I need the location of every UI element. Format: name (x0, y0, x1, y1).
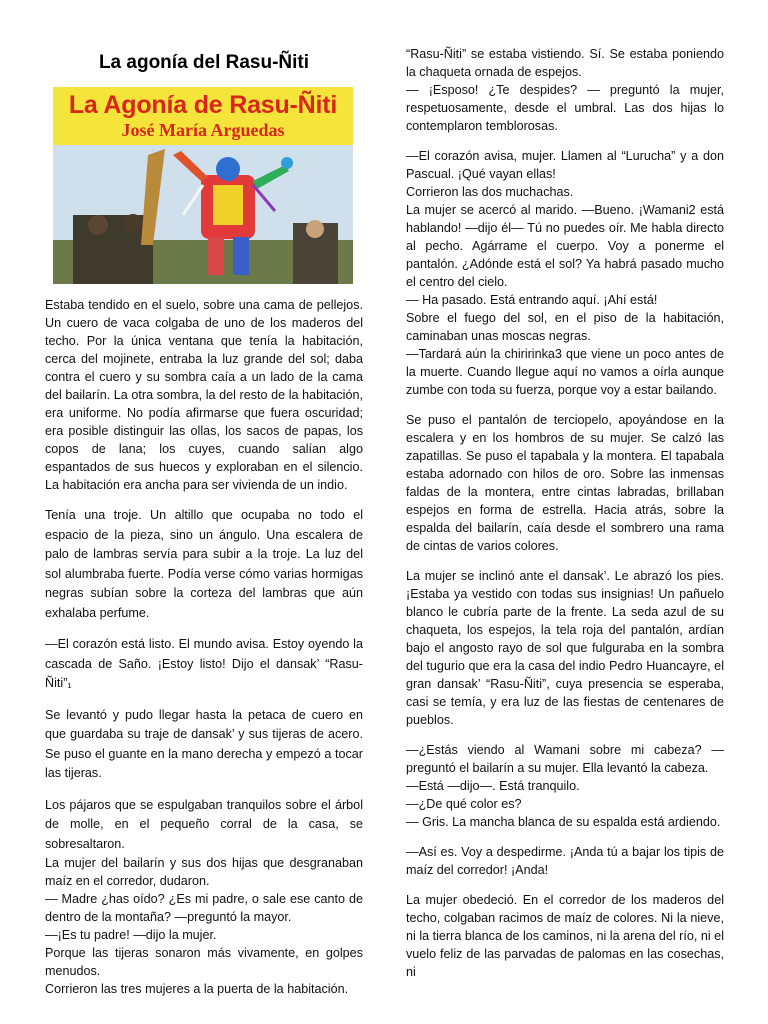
cover-author: José María Arguedas (121, 120, 285, 140)
paragraph: —Así es. Voy a despedirme. ¡Anda tú a bajar los tipis de maíz del corredor! ¡Anda! (406, 845, 724, 877)
paragraph: Corrieron las tres mujeres a la puerta de la habitación. (45, 982, 349, 996)
paragraph: —¡Es tu padre! —dijo la mujer. (45, 928, 217, 942)
paragraph: — Madre ¿has oído? ¿Es mi padre, o sale ese canto de dentro de la montaña? —preguntó la mayor. (45, 892, 363, 924)
paragraph: La mujer obedeció. En el corredor de los maderos del techo, colgaban racimos de maíz de colores. Ni la nieve, ni la tierra blanca de los caminos, ni la arena del río, ni el vuelo feliz de las parvadas de palomas en las cosechas, ni (406, 893, 724, 979)
left-text-column (45, 296, 363, 998)
book-cover-image (53, 87, 353, 284)
paragraph: Sobre el fuego del sol, en el piso de la habitación, caminaban unas moscas negras. (406, 311, 724, 343)
paragraph: Los pájaros que se espulgaban tranquilos sobre el árbol de molle, en el pequeño corral de la casa, se sobresaltaron. (45, 797, 363, 851)
paragraph: Estaba tendido en el suelo, sobre una cama de pellejos. Un cuero de vaca colgaba de uno de los maderos del techo. Por la única ventana que tenía la habitación, cerca del mojinete, entraba la luz grande del sol; daba contra el cuero y su sombra caía a un lado de la cama del bailarín. La otra sombra, la del resto de la habitación, era uniforme. No podía afirmarse que fuera oscuridad; era posible distinguir las ollas, los sacos de papas, los copos de lana; los cuyes, cuando salían algo espantados de sus huecos y exploraban en el silencio. La habitación era ancha para ser vivienda de un indio. (45, 298, 363, 492)
paragraph: — ¡Esposo! ¿Te despides? — preguntó la mujer, respetuosamente, desde el umbral. Las dos hijas lo contemplaron temblorosas. (406, 83, 724, 133)
paragraph: Tenía una troje. Un altillo que ocupaba no todo el espacio de la pieza, sino un ángulo. Una escalera de palo de lambras servía para subir a la troje. La luz del sol alumbraba fuerte. Podía verse cómo varias hormigas negras subían sobre la corteza del lambras que aún exhalaba perfume. (45, 508, 363, 620)
paragraph: —Está —dijo—. Está tranquilo. (406, 779, 580, 793)
page-title: La agonía del Rasu-Ñiti (98, 52, 310, 73)
paragraph: “Rasu-Ñiti” se estaba vistiendo. Sí. Se estaba poniendo la chaqueta ornada de espejos. (406, 47, 724, 79)
paragraph: La mujer se acercó al marido. —Bueno. ¡Wamani2 está hablando! —dijo él— Tú no puedes oír. Me habla directo al pecho. Agárrame el cuerpo. Voy a ponerme el pantalón. ¿Adónde está el sol? Ya habrá pasado mucho el centro del cielo. (406, 203, 724, 289)
paragraph: Se puso el pantalón de terciopelo, apoyándose en la escalera y en los hombros de su mujer. Se calzó las zapatillas. Se puso el tapabala y la montera. El tapabala estaba adornado con hilos de oro. Sobre las inmensas faldas de la montera, entre cintas labradas, brillaban espejos en forma de estrella. Hacia atrás, sobre la espalda del bailarín, caía desde el sombrero una rama de cintas de varios colores. (406, 413, 724, 553)
paragraph: —Tardará aún la chiririnka3 que viene un poco antes de la muerte. Cuando llegue aquí no vamos a oírla aunque zumbe con toda su fuerza, porque voy a estar bailando. (406, 347, 724, 397)
dancer-illustration (53, 145, 353, 284)
paragraph: —¿Estás viendo al Wamani sobre mi cabeza? — preguntó el bailarín a su mujer. Ella levantó la cabeza. (406, 743, 724, 775)
paragraph: Porque las tijeras sonaron más vivamente, en golpes menudos. (45, 946, 363, 978)
paragraph: —El corazón avisa, mujer. Llamen al “Lurucha” y a don Pascual. ¡Qué vayan ellas! (406, 149, 724, 181)
paragraph: —¿De qué color es? (406, 797, 522, 811)
paragraph: Corrieron las dos muchachas. (406, 185, 574, 199)
paragraph: — Ha pasado. Está entrando aquí. ¡Ahí está! (406, 293, 658, 307)
cover-title: La Agonía de Rasu-Ñiti (68, 91, 338, 119)
right-text-column (406, 45, 724, 981)
paragraph: La mujer se inclinó ante el dansak’. Le abrazó los pies. ¡Estaba ya vestido con todas sus insignias! Un pañuelo blanco le cubría parte de la frente. La seda azul de su chaqueta, los espejos, la tela roja del pantalón, ardían bajo el angosto rayo de sol que fulguraba en la sombra del tugurio que era la casa del indio Pedro Huancayre, el gran dansak’ “Rasu-Ñiti”, cuya presencia se esperaba, casi se temía, y era luz de las fiestas de centenares de pueblos. (406, 569, 724, 727)
paragraph: Se levantó y pudo llegar hasta la petaca de cuero en que guardaba su traje de dansak’ y sus tijeras de acero. Se puso el guante en la mano derecha y empezó a tocar las tijeras. (45, 707, 363, 780)
paragraph: —El corazón está listo. El mundo avisa. Estoy oyendo la cascada de Saño. ¡Estoy listo! Dijo el dansak’ “Rasu-Ñiti”₁ (45, 637, 363, 690)
paragraph: — Gris. La mancha blanca de su espalda está ardiendo. (406, 815, 721, 829)
paragraph: La mujer del bailarín y sus dos hijas que desgranaban maíz en el corredor, dudaron. (45, 856, 363, 888)
